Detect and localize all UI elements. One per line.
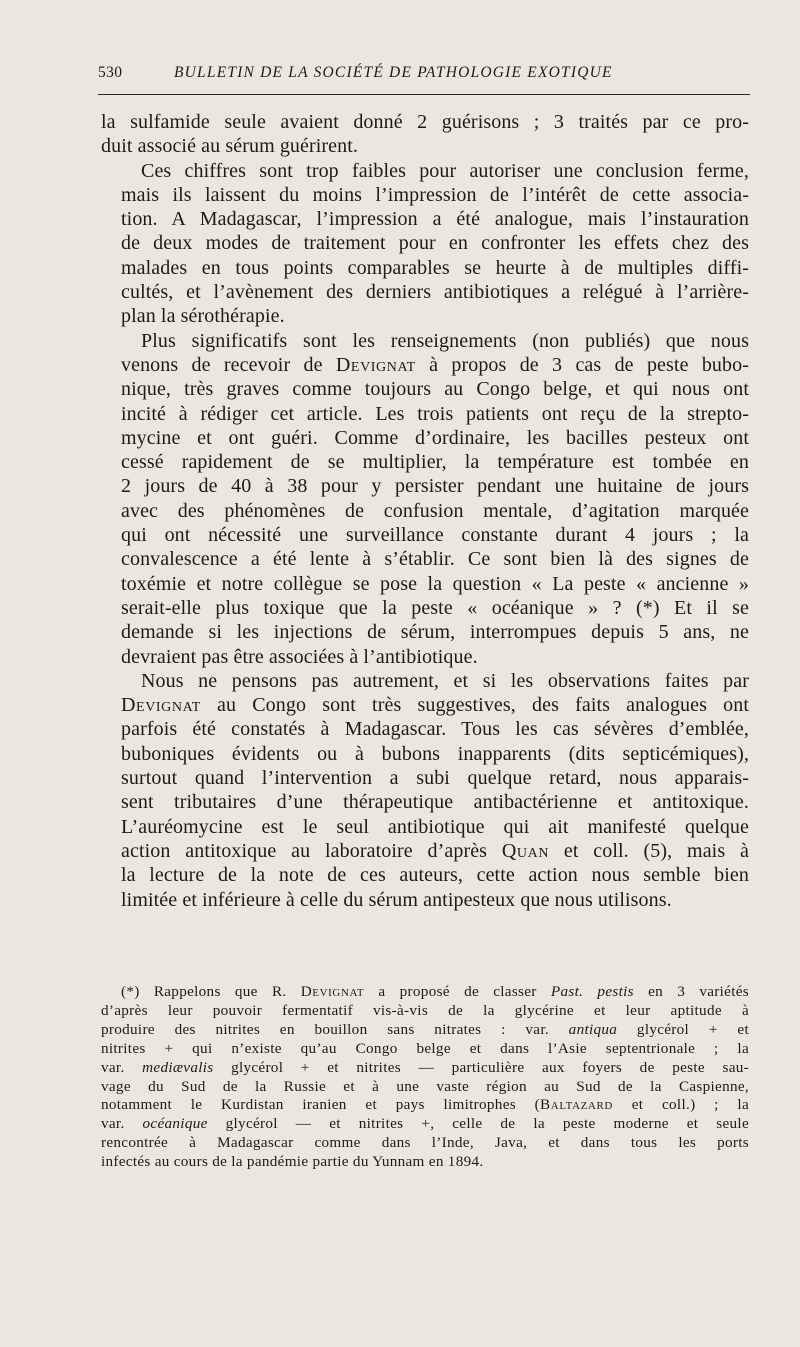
text-line: nique, très graves comme toujours au Congo belge, et qui nous ont xyxy=(121,378,749,401)
text-segment: à propos de 3 cas de peste bubo- xyxy=(415,353,749,376)
text-segment: (*) Rappelons que R. xyxy=(121,983,301,1000)
text-line xyxy=(101,353,749,377)
text-segment: et coll.) ; la xyxy=(612,1096,749,1114)
footnote-line: vage du Sud de la Russie et à une vaste région au Sud de la Caspienne, xyxy=(101,1077,749,1095)
author-name: Devignat xyxy=(300,983,365,1000)
text-line: tion. A Madagascar, l’impression a été analogue, mais l’instauration xyxy=(121,208,749,231)
author-name: Baltazard xyxy=(540,1096,613,1114)
text-line: malades en tous points comparables se heurte à de multiples diffi- xyxy=(121,256,749,279)
footnote-line: d’après leur pouvoir fermentatif vis-à-vis de la glycérine et leur aptitude à xyxy=(101,1001,749,1019)
author-name: Devignat xyxy=(121,694,201,717)
text-line: cessé rapidement de se multiplier, la température est tombée en xyxy=(121,451,749,474)
author-name: Quan xyxy=(501,839,550,862)
footnote-line: infectés au cours de la pandémie partie du Yunnam en 1894. xyxy=(101,1153,484,1171)
text-line: Nous ne pensons pas autrement, et si les observations faites par xyxy=(141,669,749,692)
text-segment: notamment le Kurdistan iranien et pays limitrophes ( xyxy=(101,1096,541,1114)
text-segment: glycérol + et xyxy=(617,1020,749,1038)
variety-name: mediævalis xyxy=(142,1058,214,1076)
page-number: 530 xyxy=(98,64,123,81)
text-line: qui ont nécessité une surveillance constante durant 4 jours ; la xyxy=(121,524,749,547)
species-name: Past. pestis xyxy=(550,983,634,1000)
paragraph-1 xyxy=(101,110,749,159)
running-header xyxy=(98,64,750,88)
text-segment: a proposé de classer xyxy=(364,983,551,1000)
paragraph-4 xyxy=(101,669,749,912)
text-line: 2 jours de 40 à 38 pour y persister pendant une huitaine de jours xyxy=(121,475,749,498)
footnote-line: nitrites + qui n’existe qu’au Congo belge et dans l’Asie septentrionale ; la xyxy=(101,1039,749,1057)
text-segment: action antitoxique au laboratoire d’après xyxy=(121,839,502,862)
text-line: toxémie et notre collègue se pose la question « La peste « ancienne » xyxy=(121,572,749,595)
text-line: sent tributaires d’une thérapeutique antibactérienne et antitoxique. xyxy=(121,791,749,814)
footnote-line xyxy=(101,983,749,1002)
text-line: serait-elle plus toxique que la peste « océanique » ? (*) Et il se xyxy=(121,596,749,619)
paragraph-3 xyxy=(101,329,749,669)
running-title: BULLETIN DE LA SOCIÉTÉ DE PATHOLOGIE EXOTIQUE xyxy=(174,64,613,81)
text-line: mais ils laissent du moins l’impression de l’intérêt de cette associa- xyxy=(121,183,749,206)
text-line: devraient pas être associées à l’antibiotique. xyxy=(121,645,478,668)
footnote-line xyxy=(101,1115,749,1134)
text-segment: et coll. (5), mais à xyxy=(549,839,749,862)
text-line: Ces chiffres sont trop faibles pour autoriser une conclusion ferme, xyxy=(141,159,749,182)
text-line: convalescence a été lente à s’établir. Ce sont bien là des signes de xyxy=(121,548,749,571)
footnote-line xyxy=(101,1021,749,1040)
text-segment: venons de recevoir de xyxy=(121,353,336,376)
footnote xyxy=(101,983,749,1172)
body-text xyxy=(101,110,749,912)
text-line: mycine et ont guéri. Comme d’ordinaire, les bacilles pesteux ont xyxy=(121,426,749,449)
text-line: la lecture de la note de ces auteurs, cette action nous semble bien xyxy=(121,864,749,887)
text-line: parfois été constatés à Madagascar. Tous les cas sévères d’emblée, xyxy=(121,718,749,741)
text-line: la sulfamide seule avaient donné 2 guérisons ; 3 traités par ce pro- xyxy=(101,111,749,133)
text-line: L’auréomycine est le seul antibiotique qui ait manifesté quelque xyxy=(121,815,749,838)
text-line: limitée et inférieure à celle du sérum antipesteux que nous utilisons. xyxy=(121,888,672,911)
text-line: buboniques évidents ou à bubons inapparents (dits septicémiques), xyxy=(121,742,749,765)
text-line: incité à rédiger cet article. Les trois patients ont reçu de la strepto- xyxy=(121,402,749,425)
text-line: duit associé au sérum guérirent. xyxy=(101,135,359,158)
footnote-line: rencontrée à Madagascar comme dans l’Inde, Java, et dans tous les ports xyxy=(101,1134,749,1152)
text-segment: en 3 variétés xyxy=(633,983,749,1000)
footnote-line xyxy=(101,1096,749,1115)
text-line: avec des phénomènes de confusion mentale, d’agitation marquée xyxy=(121,499,749,522)
paragraph-2 xyxy=(101,159,749,329)
text-line: demande si les injections de sérum, interrompues depuis 5 ans, ne xyxy=(121,621,749,644)
text-segment: glycérol + et nitrites — particulière aux foyers de peste sau- xyxy=(213,1058,749,1076)
text-segment: glycérol — et nitrites +, celle de la peste moderne et seule xyxy=(207,1115,749,1133)
header-rule xyxy=(98,94,750,95)
text-line: plan la sérothérapie. xyxy=(121,305,285,328)
text-line: cultés, et l’avènement des derniers antibiotiques a relégué à l’arrière- xyxy=(121,281,749,304)
text-segment: au Congo sont très suggestives, des faits analogues ont xyxy=(200,694,749,717)
text-line xyxy=(101,693,749,717)
variety-name: antiqua xyxy=(568,1020,618,1038)
text-line xyxy=(101,839,749,863)
text-segment: produire des nitrites en bouillon sans nitrates : var. xyxy=(101,1020,569,1038)
author-name: Devignat xyxy=(335,353,416,376)
text-line: de deux modes de traitement pour en confronter les effets chez des xyxy=(121,232,749,255)
text-line: Plus significatifs sont les renseignements (non publiés) que nous xyxy=(141,329,749,352)
text-line: surtout quand l’intervention a subi quelque retard, nous apparais- xyxy=(121,767,749,790)
text-segment: var. xyxy=(101,1058,143,1076)
variety-name: océanique xyxy=(142,1115,208,1133)
footnote-line xyxy=(101,1059,749,1078)
text-segment: var. xyxy=(101,1115,143,1133)
